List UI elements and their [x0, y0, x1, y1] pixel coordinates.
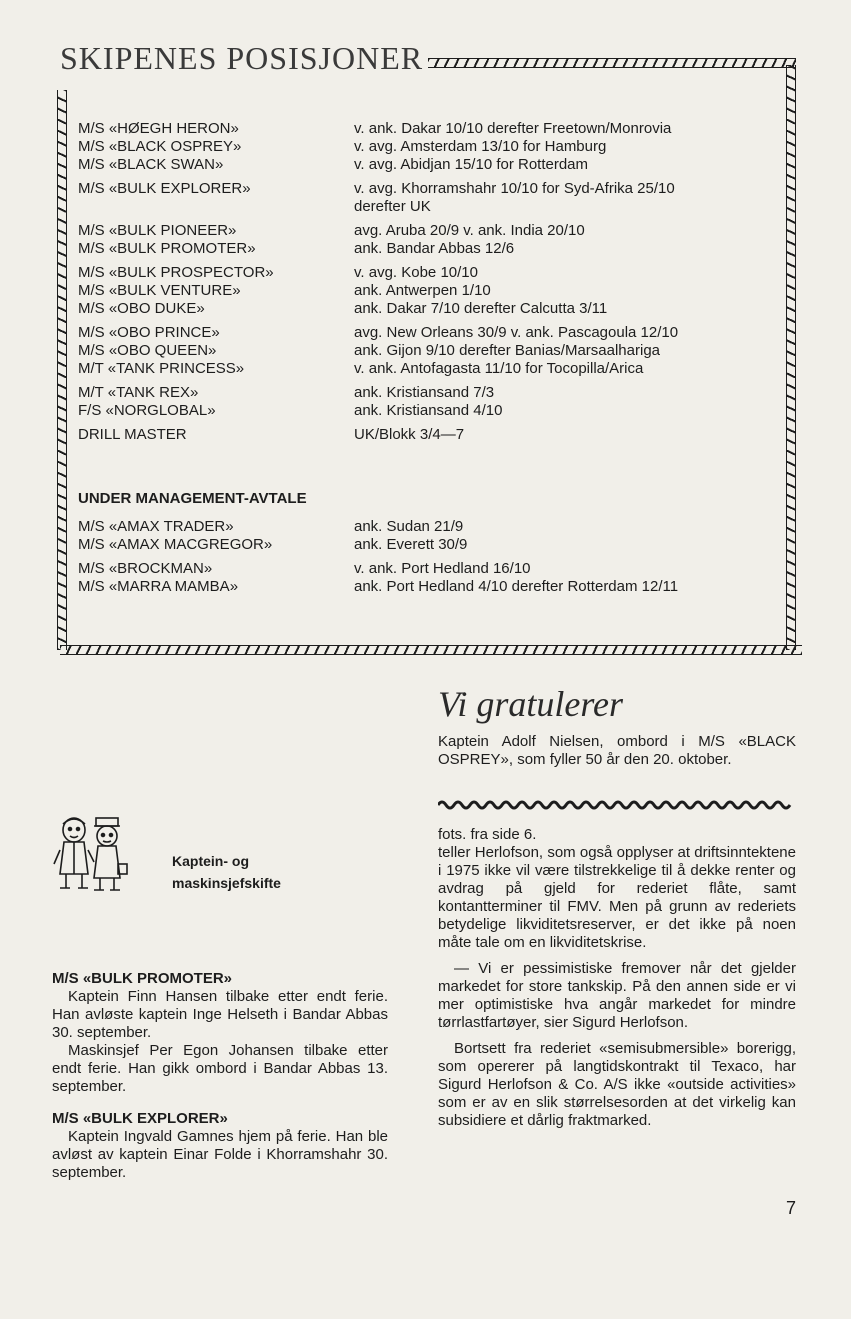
ship-row: [78, 120, 768, 138]
ship-status: ank. Kristiansand 7/3: [354, 384, 495, 401]
ship-name: F/S «NORGLOBAL»: [78, 402, 216, 419]
ship-status: v. ank. Dakar 10/10 derefter Freetown/Monrovia: [354, 120, 672, 137]
page-title: SKIPENES POSISJONER: [60, 40, 424, 76]
rope-border-bottom: [60, 645, 802, 655]
ship-name: M/S «HØEGH HERON»: [78, 120, 239, 137]
ship-row: [78, 402, 768, 420]
crew-change-column: [52, 970, 388, 1196]
section-heading: M/S «BULK EXPLORER»: [52, 1110, 228, 1127]
ship-name: M/S «OBO PRINCE»: [78, 324, 220, 341]
paragraph: Kaptein Finn Hansen tilbake etter endt ferie. Han avløste kaptein Inge Helseth i Bandar Abbas 30. september.: [52, 988, 388, 1041]
ship-status: ank. Gijon 9/10 derefter Banias/Marsaalhariga: [354, 342, 661, 359]
ship-name: M/S «BROCKMAN»: [78, 560, 213, 577]
congratulations-title: Vi gratulerer: [438, 684, 623, 724]
change-caption: [172, 850, 281, 894]
ship-position-list: [78, 120, 768, 450]
ship-name: M/S «BULK PIONEER»: [78, 222, 237, 239]
ship-name: M/S «MARRA MAMBA»: [78, 578, 239, 595]
ship-status: ank. Everett 30/9: [354, 536, 468, 553]
ship-name: M/S «BLACK OSPREY»: [78, 138, 242, 155]
section-heading: M/S «BULK PROMOTER»: [52, 970, 233, 987]
ship-row: [78, 282, 768, 300]
page-number: 7: [786, 1198, 797, 1218]
ship-status: v. avg. Khorramshahr 10/10 for Syd-Afrika 25/10 derefter UK: [354, 180, 675, 215]
management-heading: UNDER MANAGEMENT-AVTALE: [78, 490, 307, 507]
ship-name: M/S «AMAX TRADER»: [78, 518, 234, 535]
ship-name: DRILL MASTER: [78, 426, 187, 443]
ship-name: M/S «BULK EXPLORER»: [78, 180, 251, 197]
ship-row: [78, 360, 768, 378]
ship-group: [78, 384, 768, 420]
ship-name: M/S «OBO QUEEN»: [78, 342, 217, 359]
ship-status: ank. Dakar 7/10 derefter Calcutta 3/11: [354, 300, 608, 317]
ship-row: [78, 264, 768, 282]
ship-group: [78, 518, 768, 554]
ship-group: [78, 222, 768, 258]
ship-status: v. ank. Port Hedland 16/10: [354, 560, 531, 577]
ship-group: [78, 120, 768, 174]
ship-group: [78, 180, 768, 216]
ship-row: [78, 300, 768, 318]
ship-group: [78, 264, 768, 318]
ship-row: [78, 536, 768, 554]
management-ship-list: [78, 518, 768, 602]
paragraph: — Vi er pessimistiske fremover når det gjelder markedet for store tankskip. På den annen side er vi mer optimistiske hva angår markedet for mindre tørrlastfartøyer, sier Sigurd Herlofson.: [438, 960, 796, 1031]
congratulations-text: Kaptein Adolf Nielsen, ombord i M/S «BLACK OSPREY», som fyller 50 år den 20. oktober.: [438, 733, 796, 768]
ship-status: UK/Blokk 3/4—7: [354, 426, 465, 443]
paragraph: fots. fra side 6. teller Herlofson, som også opplyser at driftsinntektene i 1975 ikke vil være tilstrekkelige til å dekke renter og avdrag på gjeld for rederiet flåte, samt kontantterminer til FMV. Men på grunn av rederiets betydelige likviditetsreserver, er det ikke på noen måte tale om en likviditetskrise.: [438, 826, 796, 951]
paragraph: Maskinsjef Per Egon Johansen tilbake etter endt ferie. Han gikk ombord i Bandar Abbas 13. september.: [52, 1042, 388, 1095]
ship-row: [78, 342, 768, 360]
ship-name: M/S «BULK VENTURE»: [78, 282, 241, 299]
ship-status: v. avg. Abidjan 15/10 for Rotterdam: [354, 156, 589, 173]
ship-name: M/S «AMAX MACGREGOR»: [78, 536, 273, 553]
ship-status: avg. New Orleans 30/9 v. ank. Pascagoula 12/10: [354, 324, 679, 341]
ship-status: ank. Antwerpen 1/10: [354, 282, 491, 299]
ship-status: ank. Port Hedland 4/10 derefter Rotterdam 12/11: [354, 578, 679, 595]
ship-name: M/T «TANK REX»: [78, 384, 199, 401]
ship-status: avg. Aruba 20/9 v. ank. India 20/10: [354, 222, 585, 239]
ship-name: M/S «OBO DUKE»: [78, 300, 205, 317]
ship-row: [78, 578, 768, 596]
ship-name: M/S «BULK PROMOTER»: [78, 240, 256, 257]
paragraph: Kaptein Ingvald Gamnes hjem på ferie. Han ble avløst av kaptein Einar Folde i Khorramshahr 30. september.: [52, 1128, 388, 1181]
ship-row: [78, 560, 768, 578]
ship-status: v. avg. Kobe 10/10: [354, 264, 478, 281]
paragraph: Bortsett fra rederiet «semisubmersible» borerigg, som opererer på langtidskontrakt til Texaco, har Sigurd Herlofson & Co. A/S ikke «outside activities» som er av en slik størrelsesorden at det virkelig kan subsidiere et dårlig fraktmarked.: [438, 1040, 796, 1129]
ship-status: ank. Kristiansand 4/10: [354, 402, 503, 419]
ship-status: v. avg. Amsterdam 13/10 for Hamburg: [354, 138, 607, 155]
ship-row: [78, 240, 768, 258]
ship-row: [78, 324, 768, 342]
change-caption-line1: Kaptein- og: [172, 853, 249, 869]
ship-group: [78, 560, 768, 596]
rope-border-left: [57, 90, 67, 650]
ship-name: M/T «TANK PRINCESS»: [78, 360, 245, 377]
ship-status: ank. Sudan 21/9: [354, 518, 464, 535]
ship-group: [78, 426, 768, 444]
rope-border-top: [428, 58, 796, 68]
captain-and-engineer-icon: [52, 812, 130, 894]
ship-row: [78, 384, 768, 402]
ship-name: M/S «BULK PROSPECTOR»: [78, 264, 274, 281]
ship-group: [78, 324, 768, 378]
ship-row: [78, 518, 768, 536]
continued-article-column: [438, 826, 796, 1138]
ship-row: [78, 156, 768, 174]
change-caption-line2: maskinsjefskifte: [172, 875, 281, 891]
rope-border-right: [786, 65, 796, 650]
ship-name: M/S «BLACK SWAN»: [78, 156, 224, 173]
ship-status: v. ank. Antofagasta 11/10 for Tocopilla/Arica: [354, 360, 644, 377]
ship-row: [78, 222, 768, 240]
ship-row: [78, 180, 768, 216]
ship-row: [78, 426, 768, 444]
ship-status: ank. Bandar Abbas 12/6: [354, 240, 515, 257]
ship-row: [78, 138, 768, 156]
wave-divider: [438, 798, 796, 812]
